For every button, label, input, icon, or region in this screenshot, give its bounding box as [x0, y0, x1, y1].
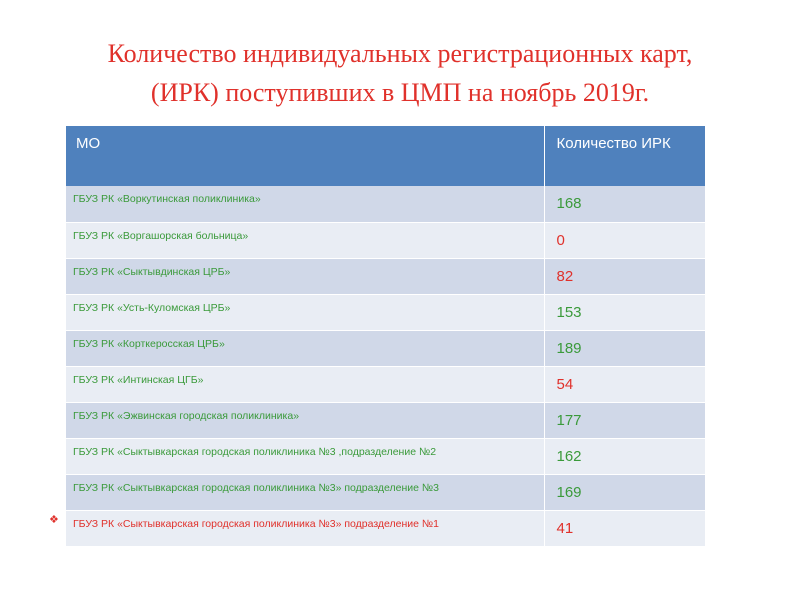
- table-header-row: [66, 126, 705, 186]
- cell-count: 169: [544, 474, 705, 510]
- cell-count: 162: [544, 438, 705, 474]
- header-mo: МО: [66, 126, 544, 186]
- cell-mo: ГБУЗ РК «Сыктывкарская городская поликлиника №3 ,подразделение №2: [66, 438, 544, 474]
- cell-count: 0: [544, 222, 705, 258]
- table-row: [66, 222, 705, 258]
- table-row: [66, 258, 705, 294]
- title-line-2: (ИРК) поступивших в ЦМП на ноябрь 2019г.: [150, 78, 650, 107]
- cell-mo: ГБУЗ РК «Сыктывдинская ЦРБ»: [66, 258, 544, 294]
- table-row: [66, 330, 705, 366]
- header-count: Количество ИРК: [544, 126, 705, 186]
- cell-count: 189: [544, 330, 705, 366]
- cell-count: 168: [544, 186, 705, 222]
- table-row: [66, 294, 705, 330]
- diamond-bullet-icon: ❖: [49, 514, 59, 526]
- cell-count: 54: [544, 366, 705, 402]
- table-row: [66, 366, 705, 402]
- page-title: [20, 34, 780, 112]
- cell-mo: ГБУЗ РК «Воркутинская поликлиника»: [66, 186, 544, 222]
- cell-count: 177: [544, 402, 705, 438]
- title-line-1: Количество индивидуальных регистрационных карт,: [107, 39, 693, 68]
- cell-mo: ГБУЗ РК «Корткеросская ЦРБ»: [66, 330, 544, 366]
- cell-mo: ГБУЗ РК «Эжвинская городская поликлиника»: [66, 402, 544, 438]
- cell-mo: ГБУЗ РК «Сыктывкарская городская поликлиника №3» подразделение №3: [66, 474, 544, 510]
- table-row: [66, 510, 705, 546]
- cell-count: 41: [544, 510, 705, 546]
- cell-mo: ГБУЗ РК «Усть-Куломская ЦРБ»: [66, 294, 544, 330]
- cell-mo: ГБУЗ РК «Воргашорская больница»: [66, 222, 544, 258]
- irk-table: [66, 126, 705, 547]
- table-row: [66, 438, 705, 474]
- cell-count: 153: [544, 294, 705, 330]
- cell-count: 82: [544, 258, 705, 294]
- cell-mo: ГБУЗ РК «Интинская ЦГБ»: [66, 366, 544, 402]
- table-row: [66, 402, 705, 438]
- cell-mo: ГБУЗ РК «Сыктывкарская городская поликлиника №3» подразделение №1: [66, 510, 544, 546]
- table-row: [66, 474, 705, 510]
- table-row: [66, 186, 705, 222]
